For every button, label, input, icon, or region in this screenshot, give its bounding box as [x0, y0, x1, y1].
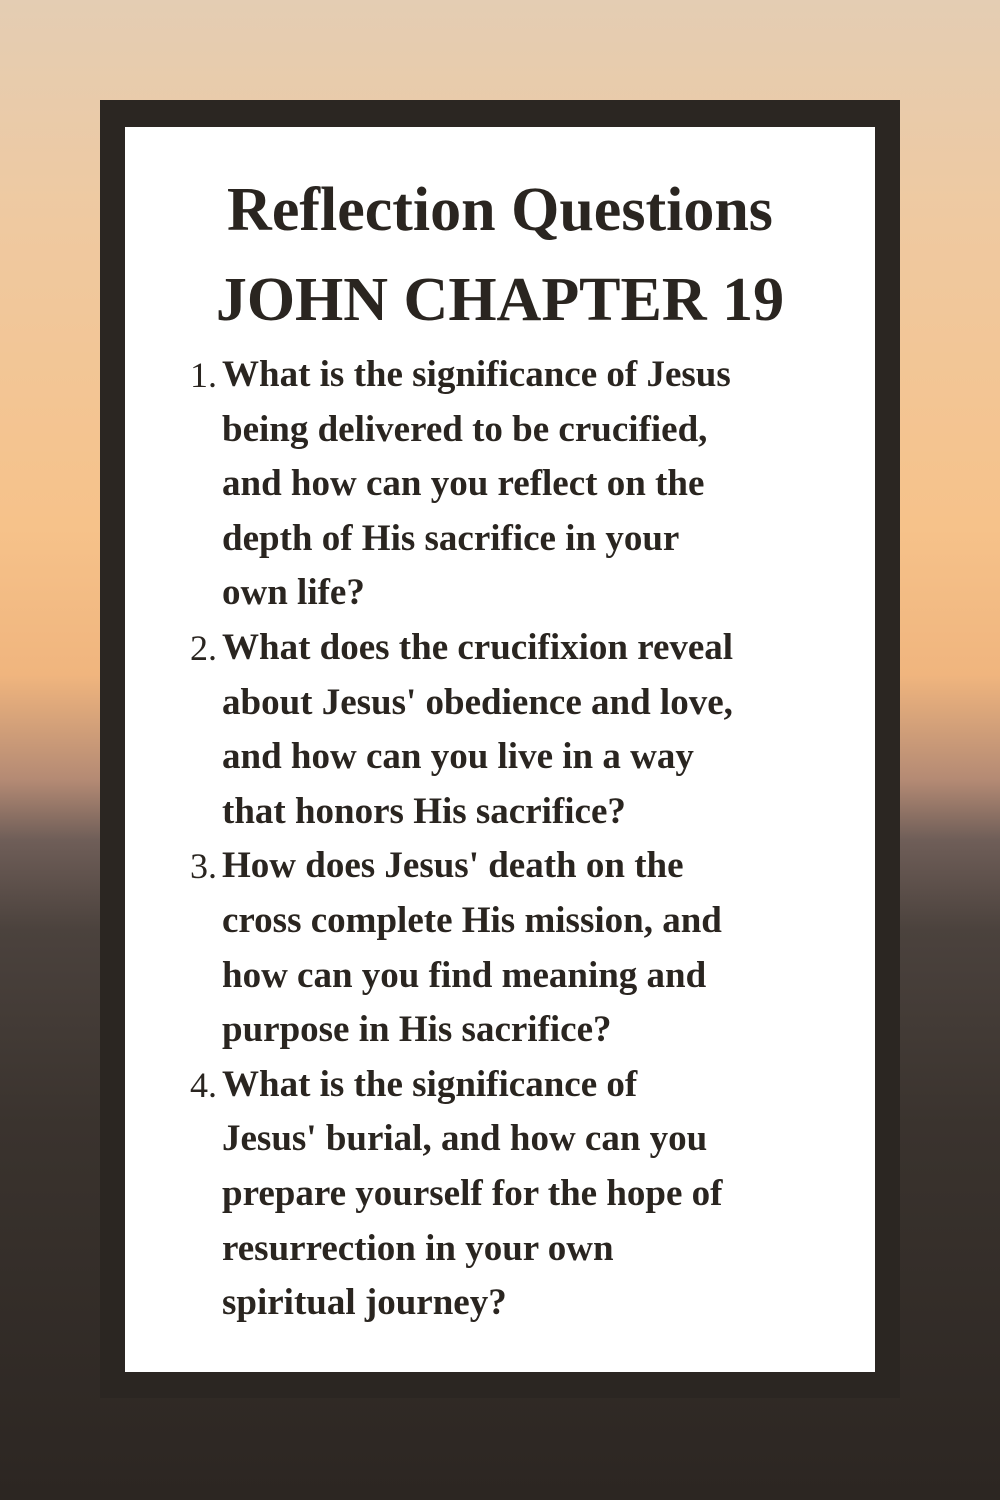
question-number: 4. — [190, 1064, 217, 1105]
question-line: spiritual journey? — [222, 1282, 507, 1324]
question-card — [125, 127, 875, 1372]
question-line: How does Jesus' death on the — [222, 845, 684, 887]
page-title: Reflection Questions — [227, 176, 773, 244]
question-line: and how can you live in a way — [222, 736, 694, 778]
question-line: purpose in His sacrifice? — [222, 1009, 612, 1051]
question-number: 3. — [190, 846, 217, 887]
question-line: cross complete His mission, and — [222, 899, 722, 941]
question-line: prepare yourself for the hope of — [222, 1172, 723, 1214]
question-line: depth of His sacrifice in your — [222, 517, 680, 559]
question-text — [222, 348, 731, 621]
question-line: being delivered to be crucified, — [222, 408, 708, 450]
question-line: about Jesus' obedience and love, — [222, 681, 733, 723]
question-line: how can you find meaning and — [222, 954, 707, 996]
question-text — [222, 621, 733, 839]
question-number: 2. — [190, 628, 217, 668]
question-line: What does the crucifixion reveal — [222, 627, 734, 668]
question-line: own life? — [222, 572, 365, 614]
question-text — [222, 839, 722, 1057]
question-line: Jesus' burial, and how can you — [222, 1118, 708, 1160]
question-line: What is the significance of Jesus — [222, 354, 731, 395]
question-line: resurrection in your own — [222, 1227, 614, 1269]
question-line: and how can you reflect on the — [222, 463, 705, 505]
chapter-subtitle: JOHN CHAPTER 19 — [215, 266, 785, 334]
question-number: 1. — [190, 355, 217, 395]
question-text — [222, 1058, 722, 1331]
question-line: that honors His sacrifice? — [222, 790, 626, 832]
question-line: What is the significance of — [222, 1063, 638, 1105]
